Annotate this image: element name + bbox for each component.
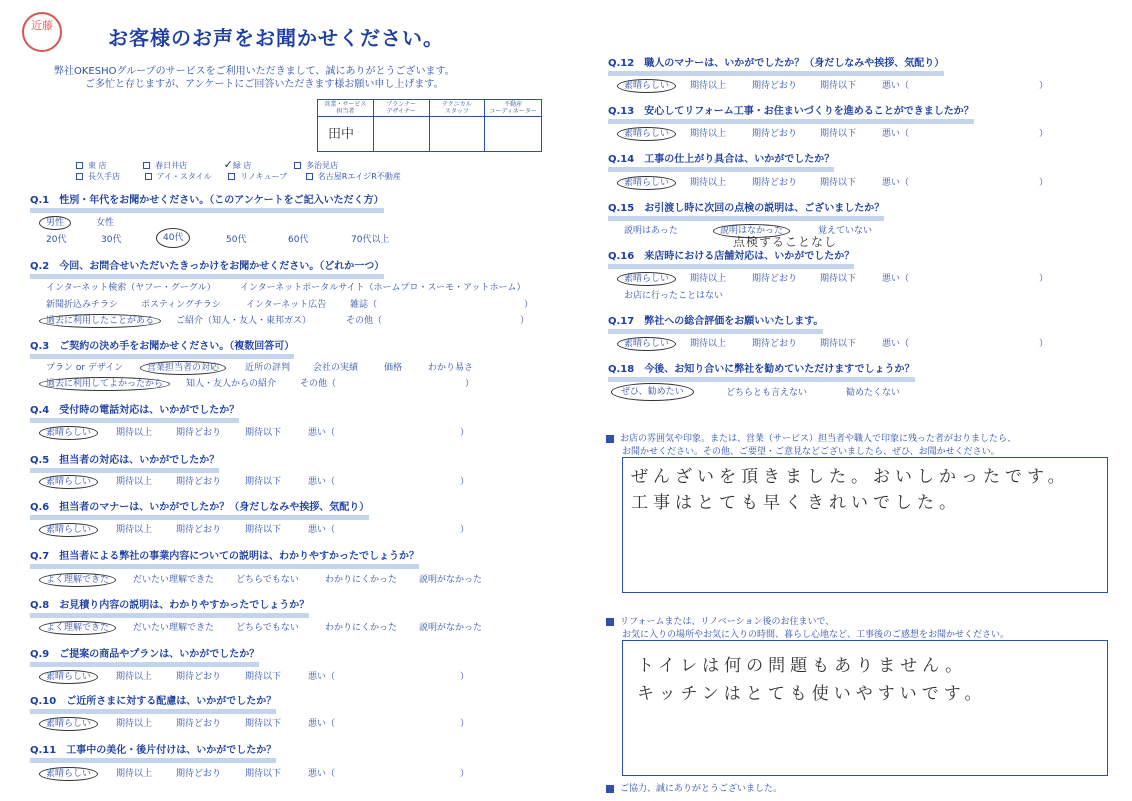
- store-option[interactable]: 春日井店: [143, 161, 187, 170]
- intro-line-2: ご多忙と存じますが、アンケートにご回答いただきます様お願い申し上げます。: [85, 79, 444, 90]
- q6-title: Q.6 担当者のマナーは、いかがでしたか？（身だしなみや挨拶、気配り）: [30, 503, 369, 520]
- checkbox-icon: [306, 173, 313, 180]
- rating-paren-close: ）: [460, 428, 470, 438]
- q17-ratings: [624, 336, 1054, 350]
- rating-below[interactable]: 期待以下: [820, 129, 857, 139]
- q14-title: Q.14 工事の仕上がり具合は、いかがでしたか？: [608, 155, 834, 172]
- rating-paren-close: ）: [1039, 339, 1049, 349]
- q16-title: Q.16 来店時における店舗対応は、いかがでしたか？: [608, 252, 854, 269]
- q1-age-70s[interactable]: 70代以上: [351, 235, 390, 245]
- store-option[interactable]: リノキューブ: [228, 172, 287, 181]
- staff-header: スタッフ: [444, 108, 469, 115]
- footer-thanks: ご協力、誠にありがとうございました。: [606, 781, 782, 794]
- checkbox-icon: [145, 173, 152, 180]
- store-row-2: [76, 171, 401, 182]
- rating-paren-close: ）: [460, 719, 470, 729]
- rating-below[interactable]: 期待以下: [245, 477, 282, 487]
- q2-option[interactable]: 雑誌（: [350, 300, 378, 310]
- intro-line-1: 弊社OKESHOグループのサービスをご利用いただきまして、誠にありがとうございます。: [54, 66, 455, 77]
- staff-table: [317, 99, 542, 152]
- rating-above[interactable]: 期待以上: [116, 672, 153, 682]
- q13-title: Q.13 安心してリフォーム工事・お住まいづくりを進めることができましたか？: [608, 107, 974, 124]
- q3-option[interactable]: 価格: [384, 363, 403, 373]
- q1-age-30s[interactable]: 30代: [101, 235, 122, 245]
- bullet-square-icon: [606, 435, 614, 443]
- q1-age-50s[interactable]: 50代: [226, 235, 247, 245]
- bullet-square-icon: [606, 785, 614, 793]
- comment1-box[interactable]: [622, 457, 1108, 593]
- q5-title: Q.5 担当者の対応は、いかがでしたか？: [30, 456, 219, 473]
- q15-option[interactable]: 覚えていない: [818, 226, 873, 236]
- q3-option-selected[interactable]: 営業担当者の対応: [140, 361, 226, 375]
- q3-option[interactable]: 近所の評判: [245, 363, 291, 373]
- q18-option-selected[interactable]: ぜひ、勧めたい: [611, 383, 694, 401]
- rating-expected[interactable]: 期待どおり: [176, 769, 222, 779]
- q3-title: Q.3 ご契約の決め手をお聞かせください。（複数回答可）: [30, 342, 294, 359]
- q15-option[interactable]: 説明はあった: [624, 226, 678, 236]
- rating-excellent-selected[interactable]: 素晴らしい: [617, 176, 676, 190]
- rating-below[interactable]: 期待以下: [245, 672, 282, 682]
- store-option[interactable]: 名古屋RエイジR不動産: [306, 172, 401, 181]
- q2-option[interactable]: その他（: [346, 316, 383, 326]
- comment2-box[interactable]: [622, 640, 1108, 776]
- rating-excellent-selected[interactable]: 素晴らしい: [617, 79, 676, 93]
- rating-below[interactable]: 期待以下: [245, 428, 282, 438]
- q10-ratings: [46, 716, 486, 730]
- rating-bad[interactable]: 悪い（: [882, 274, 910, 284]
- q16-never-visited[interactable]: お店に行ったことはない: [624, 291, 724, 301]
- rating-paren-close: ）: [460, 769, 470, 779]
- q12-title: Q.12 職人のマナーは、いかがでしたか？（身だしなみや挨拶、気配り）: [608, 59, 944, 76]
- comment1-heading-2: お聞かせください。その他、ご要望・ご意見などございましたら、ぜひ、お聞かせください。: [622, 447, 1000, 457]
- checkbox-icon: [294, 162, 301, 169]
- q13-ratings: [624, 126, 1054, 140]
- understand-neutral[interactable]: どちらでもない: [236, 623, 299, 633]
- q4-title: Q.4 受付時の電話対応は、いかがでしたか？: [30, 406, 239, 423]
- understand-none[interactable]: 説明がなかった: [419, 575, 483, 585]
- q1-age-20s[interactable]: 20代: [46, 235, 67, 245]
- rating-above[interactable]: 期待以上: [690, 178, 727, 188]
- q3-paren-close: ）: [465, 379, 475, 389]
- understand-neutral[interactable]: どちらでもない: [236, 575, 299, 585]
- comment1-line-2: 工事はとても早くきれいでした。: [631, 493, 961, 513]
- q2-option[interactable]: 新聞折込みチラシ: [46, 300, 119, 310]
- rating-bad[interactable]: 悪い（: [308, 769, 336, 779]
- understand-none[interactable]: 説明がなかった: [419, 623, 483, 633]
- rating-excellent-selected[interactable]: 素晴らしい: [39, 523, 98, 537]
- q16-ratings: [624, 271, 1054, 285]
- rating-expected[interactable]: 期待どおり: [752, 178, 798, 188]
- understand-well-selected[interactable]: よく理解できた: [39, 573, 116, 587]
- checkbox-icon: [143, 162, 150, 169]
- q2-option[interactable]: ポスティングチラシ: [141, 300, 221, 310]
- staff-col-technical: [430, 100, 486, 151]
- comment2-line-2: キッチンはとても使いやすいです。: [637, 684, 987, 704]
- q18-option[interactable]: 勧めたくない: [846, 388, 901, 398]
- q3-option[interactable]: わかり易さ: [428, 363, 474, 373]
- rating-expected[interactable]: 期待どおり: [752, 81, 798, 91]
- rating-expected[interactable]: 期待どおり: [752, 274, 798, 284]
- store-option[interactable]: アイ・スタイル: [145, 172, 212, 181]
- rating-excellent-selected[interactable]: 素晴らしい: [39, 475, 98, 489]
- q18-option[interactable]: どちらとも言えない: [726, 388, 808, 398]
- understand-well-selected[interactable]: よく理解できた: [39, 621, 116, 635]
- rating-above[interactable]: 期待以上: [116, 477, 153, 487]
- rating-below[interactable]: 期待以下: [820, 339, 857, 349]
- rating-below[interactable]: 期待以下: [245, 525, 282, 535]
- rating-paren-close: ）: [1039, 129, 1049, 139]
- rating-below[interactable]: 期待以下: [245, 769, 282, 779]
- rating-bad[interactable]: 悪い（: [308, 672, 336, 682]
- q15-title: Q.15 お引渡し時に次回の点検の説明は、ございましたか？: [608, 204, 884, 221]
- understand-mostly[interactable]: だいたい理解できた: [133, 623, 215, 633]
- rating-above[interactable]: 期待以上: [116, 719, 153, 729]
- q7-title: Q.7 担当者による弊社の事業内容についての説明は、わかりやすかったでしょうか？: [30, 552, 419, 569]
- staff-header: プランナー: [386, 101, 417, 108]
- checkbox-icon: [76, 162, 83, 169]
- rating-expected[interactable]: 期待どおり: [176, 477, 222, 487]
- checkbox-icon: [76, 173, 83, 180]
- q1-gender-female[interactable]: 女性: [96, 218, 115, 228]
- comment2-heading-2: お気に入りの場所やお気に入りの時間、暮らし心地など、工事後のご感想をお聞かせください。: [622, 630, 1010, 640]
- q3-option[interactable]: その他（: [300, 379, 337, 389]
- q11-title: Q.11 工事中の美化・後片付けは、いかがでしたか？: [30, 746, 276, 763]
- rating-excellent-selected[interactable]: 素晴らしい: [39, 767, 98, 781]
- rating-above[interactable]: 期待以上: [690, 81, 727, 91]
- rating-excellent-selected[interactable]: 素晴らしい: [39, 670, 98, 684]
- q8-options: [46, 620, 496, 634]
- staff-header: 営業・サービス: [324, 101, 367, 108]
- comment1-line-1: ぜんざいを頂きました。おいしかったです。: [631, 467, 1070, 487]
- q3-option[interactable]: プラン or デザイン: [46, 363, 124, 373]
- rating-above[interactable]: 期待以上: [690, 274, 727, 284]
- store-option[interactable]: 東 店: [76, 161, 107, 170]
- rating-expected[interactable]: 期待どおり: [176, 672, 222, 682]
- staff-col-realestate: [485, 100, 541, 151]
- store-option[interactable]: 多治見店: [294, 161, 338, 170]
- name-seal: [22, 12, 62, 52]
- staff-header: テクニカル: [442, 101, 472, 108]
- store-option[interactable]: 長久手店: [76, 172, 120, 181]
- rating-excellent-selected[interactable]: 素晴らしい: [617, 272, 676, 286]
- staff-header: コーディネーター: [489, 108, 537, 115]
- rating-bad[interactable]: 悪い（: [882, 81, 910, 91]
- q6-ratings: [46, 522, 486, 536]
- seal-text: 近藤: [31, 19, 53, 32]
- rating-paren-close: ）: [460, 525, 470, 535]
- rating-above[interactable]: 期待以上: [690, 129, 727, 139]
- q3-option[interactable]: 知人・友人からの紹介: [186, 379, 277, 389]
- rating-bad[interactable]: 悪い（: [308, 428, 336, 438]
- rating-expected[interactable]: 期待どおり: [752, 129, 798, 139]
- q2-paren-close: ）: [524, 300, 534, 310]
- q1-age-60s[interactable]: 60代: [288, 235, 309, 245]
- page-title: お客様のお声をお聞かせください。: [108, 26, 444, 50]
- rating-bad[interactable]: 悪い（: [882, 178, 910, 188]
- rating-paren-close: ）: [460, 477, 470, 487]
- q15-handwritten-note: 点検することなし: [733, 235, 838, 249]
- rating-below[interactable]: 期待以下: [820, 81, 857, 91]
- rating-expected[interactable]: 期待どおり: [176, 525, 222, 535]
- q3-option-selected[interactable]: 過去に利用してよかったから: [39, 377, 170, 391]
- rating-excellent-selected[interactable]: 素晴らしい: [617, 337, 676, 351]
- q18-title: Q.18 今後、お知り合いに弊社を勧めていただけますでしょうか？: [608, 365, 915, 382]
- store-option-checked[interactable]: ✓緑 店: [223, 158, 252, 171]
- rating-bad[interactable]: 悪い（: [882, 339, 910, 349]
- rating-below[interactable]: 期待以下: [820, 274, 857, 284]
- rating-bad[interactable]: 悪い（: [308, 477, 336, 487]
- store-row-1: [76, 158, 338, 171]
- q5-ratings: [46, 474, 486, 488]
- rating-bad[interactable]: 悪い（: [882, 129, 910, 139]
- q4-ratings: [46, 425, 486, 439]
- staff-col-planner: [374, 100, 430, 151]
- comment1-heading: お店の雰囲気や印象。または、営業（サービス）担当者や職人で印象に残った者がおりましたら、: [606, 431, 1016, 444]
- q14-ratings: [624, 175, 1054, 189]
- q9-title: Q.9 ご提案の商品やプランは、いかがでしたか？: [30, 650, 259, 667]
- rating-paren-close: ）: [1039, 274, 1049, 284]
- staff-header: 担当者: [336, 108, 355, 115]
- understand-hard[interactable]: わかりにくかった: [325, 575, 398, 585]
- checkbox-icon: [228, 173, 235, 180]
- understand-mostly[interactable]: だいたい理解できた: [133, 575, 215, 585]
- understand-hard[interactable]: わかりにくかった: [325, 623, 398, 633]
- q11-ratings: [46, 766, 486, 780]
- q10-title: Q.10 ご近所さまに対する配慮は、いかがでしたか？: [30, 697, 276, 714]
- rating-expected[interactable]: 期待どおり: [752, 339, 798, 349]
- q1-gender-male[interactable]: 男性: [39, 216, 71, 230]
- rating-above[interactable]: 期待以上: [116, 769, 153, 779]
- rating-expected[interactable]: 期待どおり: [176, 719, 222, 729]
- rating-below[interactable]: 期待以下: [245, 719, 282, 729]
- q7-options: [46, 572, 496, 586]
- staff-header: 不動産: [504, 101, 523, 108]
- rating-above[interactable]: 期待以上: [690, 339, 727, 349]
- rating-paren-close: ）: [1039, 178, 1049, 188]
- rating-below[interactable]: 期待以下: [820, 178, 857, 188]
- rating-paren-close: ）: [1039, 81, 1049, 91]
- rating-bad[interactable]: 悪い（: [308, 719, 336, 729]
- bullet-square-icon: [606, 618, 614, 626]
- q1-age-40s[interactable]: 40代: [156, 228, 190, 248]
- q17-title: Q.17 弊社への総合評価をお願いいたします。: [608, 317, 823, 334]
- q12-ratings: [624, 78, 1054, 92]
- comment2-heading: リフォームまたは、リノベーション後のお住まいで、: [606, 614, 834, 627]
- staff-sales-name[interactable]: 田中: [328, 127, 355, 142]
- q9-ratings: [46, 669, 486, 683]
- q2-option[interactable]: インターネット広告: [246, 300, 327, 310]
- rating-excellent-selected[interactable]: 素晴らしい: [39, 426, 98, 440]
- q15-option-selected[interactable]: 説明はなかった: [713, 224, 790, 238]
- rating-paren-close: ）: [460, 672, 470, 682]
- staff-col-sales: [318, 100, 374, 151]
- q1-title: Q.1 性別・年代をお聞かせください。（このアンケートをご記入いただく方）: [30, 196, 384, 213]
- rating-excellent-selected[interactable]: 素晴らしい: [39, 717, 98, 731]
- staff-header: デザイナー: [386, 108, 416, 115]
- q2-title: Q.2 今回、お問合せいただいたきっかけをお聞かせください。（どれか一つ）: [30, 262, 384, 279]
- check-mark-icon: ✓: [223, 158, 233, 171]
- q2-option[interactable]: インターネットポータルサイト（ホームプロ・スーモ・アットホーム）: [240, 283, 526, 293]
- q2-paren-close: ）: [520, 316, 530, 326]
- rating-above[interactable]: 期待以上: [116, 525, 153, 535]
- q3-option[interactable]: 会社の実績: [313, 363, 359, 373]
- q8-title: Q.8 お見積り内容の説明は、わかりやすかったでしょうか？: [30, 601, 309, 618]
- rating-expected[interactable]: 期待どおり: [176, 428, 222, 438]
- q2-option-selected[interactable]: 過去に利用したことがある: [39, 314, 161, 328]
- q2-option[interactable]: インターネット検索（ヤフー・グーグル）: [46, 283, 216, 293]
- rating-bad[interactable]: 悪い（: [308, 525, 336, 535]
- comment2-line-1: トイレは何の問題もありません。: [637, 656, 968, 676]
- rating-excellent-selected[interactable]: 素晴らしい: [617, 127, 676, 141]
- q2-option[interactable]: ご紹介（知人・友人・東邦ガス）: [176, 316, 312, 326]
- rating-above[interactable]: 期待以上: [116, 428, 153, 438]
